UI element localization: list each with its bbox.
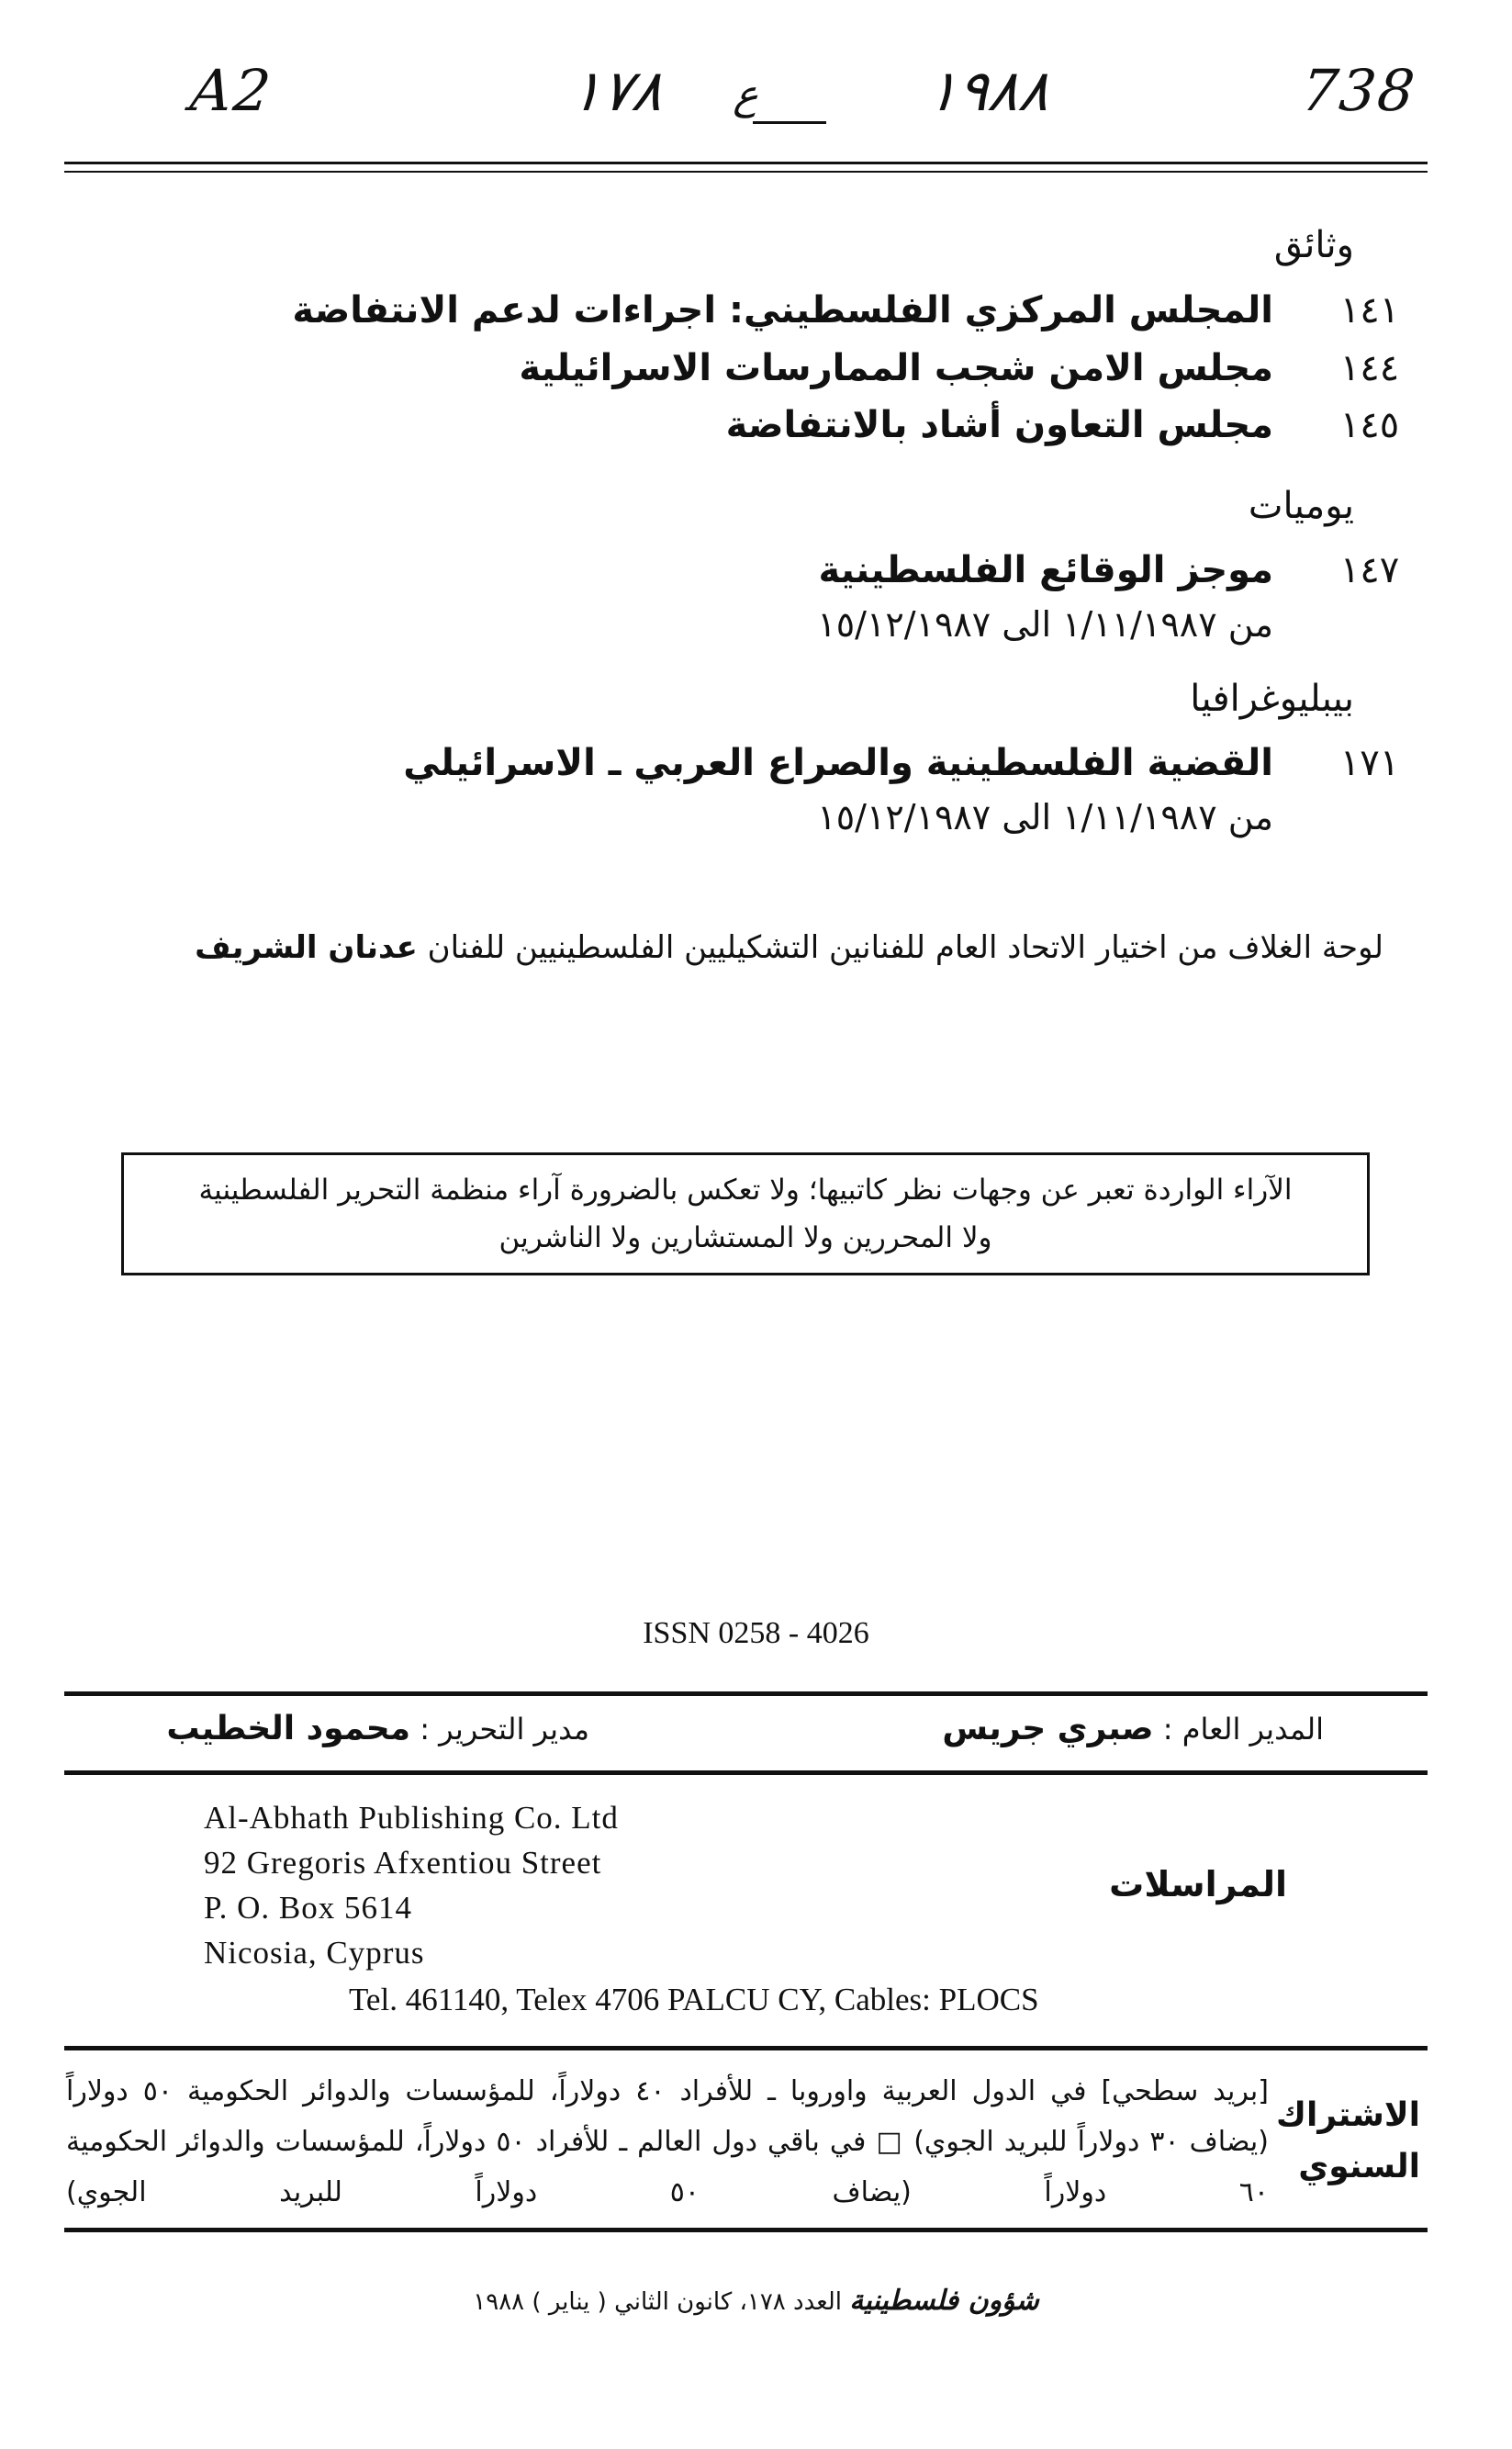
- toc-entry[interactable]: [275, 289, 1420, 344]
- handwritten-volume-mark: ع: [732, 72, 761, 118]
- correspondence-address: [204, 1795, 619, 1975]
- journal-name: شؤون فلسطينية: [849, 2285, 1039, 2317]
- subscription-label: [1276, 2090, 1420, 2193]
- toc-date-range: من ١/١١/١٩٨٧ الى ١٥/١٢/١٩٨٧: [817, 797, 1273, 837]
- cover-artist-name: عدنان الشريف: [195, 929, 418, 966]
- contact-telephone: Tel. 461140, Telex 4706 PALCU CY, Cables: PLOCS: [349, 1982, 1039, 2017]
- staff-rule-bottom: [64, 1770, 1428, 1775]
- toc-page-number: ١٤٥: [1339, 404, 1400, 446]
- disclaimer-line: الآراء الواردة تعبر عن وجهات نظر كاتبيها؛ ولا تعكس بالضرورة آراء منظمة التحرير الفلسطينية: [198, 1174, 1293, 1207]
- general-manager-label: المدير العام :: [1162, 1712, 1324, 1747]
- handwritten-code: A2: [187, 57, 276, 124]
- toc-title: مجلس الامن شجب الممارسات الاسرائيلية: [519, 347, 1273, 389]
- issue-info: العدد ١٧٨، كانون الثاني ( يناير ) ١٩٨٨: [473, 2288, 842, 2316]
- toc-title: موجز الوقائع الفلسطينية: [818, 549, 1273, 591]
- subscription-label-line: الاشتراك: [1276, 2096, 1420, 2134]
- address-line: P. O. Box 5614: [204, 1890, 412, 1926]
- section-heading-diaries: يوميات: [1248, 485, 1354, 527]
- subscription-rule-bottom: [64, 2228, 1428, 2232]
- toc-date-range: من ١/١١/١٩٨٧ الى ١٥/١٢/١٩٨٧: [817, 604, 1273, 645]
- toc-page-number: ١٤٧: [1339, 549, 1400, 591]
- toc-page-number: ١٤٤: [1339, 347, 1400, 389]
- subscription-label-line: السنوي: [1298, 2148, 1420, 2185]
- toc-entry[interactable]: [275, 404, 1420, 459]
- toc-entry[interactable]: [275, 742, 1420, 797]
- subscription-rule-top: [64, 2046, 1428, 2050]
- address-line: 92 Gregoris Afxentiou Street: [204, 1845, 602, 1881]
- toc-title: مجلس التعاون أشاد بالانتفاضة: [725, 404, 1273, 446]
- disclaimer-line: ولا المحررين ولا المستشارين ولا الناشرين: [498, 1221, 992, 1254]
- toc-page-number: ١٧١: [1339, 742, 1400, 784]
- managing-editor: [166, 1710, 589, 1747]
- page-footer: [0, 2285, 1512, 2317]
- toc-title: القضية الفلسطينية والصراع العربي ـ الاسرائيلي: [403, 742, 1273, 784]
- toc-entry[interactable]: [275, 549, 1420, 604]
- general-manager: [942, 1710, 1324, 1747]
- toc-title: المجلس المركزي الفلسطيني: اجراءات لدعم الانتفاضة: [292, 289, 1273, 331]
- managing-editor-name: محمود الخطيب: [166, 1710, 411, 1747]
- section-heading-documents: وثائق: [1273, 224, 1354, 266]
- section-heading-bibliography: بيبليوغرافيا: [1190, 678, 1354, 720]
- address-line: Al-Abhath Publishing Co. Ltd: [204, 1800, 619, 1836]
- top-rule-thin: [64, 171, 1428, 173]
- correspondence-label: المراسلات: [1109, 1864, 1287, 1904]
- handwritten-issue-number: ١٧٨: [567, 57, 666, 124]
- toc-entry[interactable]: [275, 347, 1420, 402]
- top-rule: [64, 162, 1428, 164]
- handwritten-page-number: 738: [1298, 57, 1420, 124]
- disclaimer-box: [121, 1152, 1370, 1275]
- handwritten-underline: [753, 121, 826, 124]
- issn: ISSN 0258 - 4026: [643, 1616, 869, 1650]
- subscription-rates: [بريد سطحي] في الدول العربية واوروبا ـ للأفراد ٤٠ دولاراً، للمؤسسات والدوائر الحكومية ٥٠ دولاراً (يضاف ٣٠ دولاراً للبريد الجوي) □ في باقي دول العالم ـ للأفراد ٥٠ دولاراً، للمؤسسات والدوائر الحكومية ٦٠ دولاراً (يضاف ٥٠ دولاراً للبريد الجوي): [66, 2075, 1269, 2208]
- cover-caption: [195, 929, 1383, 966]
- cover-caption-text: لوحة الغلاف من اختيار الاتحاد العام للفنانين التشكيليين الفلسطينيين للفنان: [427, 929, 1383, 966]
- managing-editor-label: مدير التحرير :: [420, 1712, 589, 1747]
- toc-page-number: ١٤١: [1339, 289, 1400, 331]
- staff-rule-top: [64, 1691, 1428, 1696]
- address-line: Nicosia, Cyprus: [204, 1935, 425, 1971]
- handwritten-year: ١٩٨٨: [924, 57, 1054, 124]
- general-manager-name: صبري جريس: [942, 1710, 1154, 1747]
